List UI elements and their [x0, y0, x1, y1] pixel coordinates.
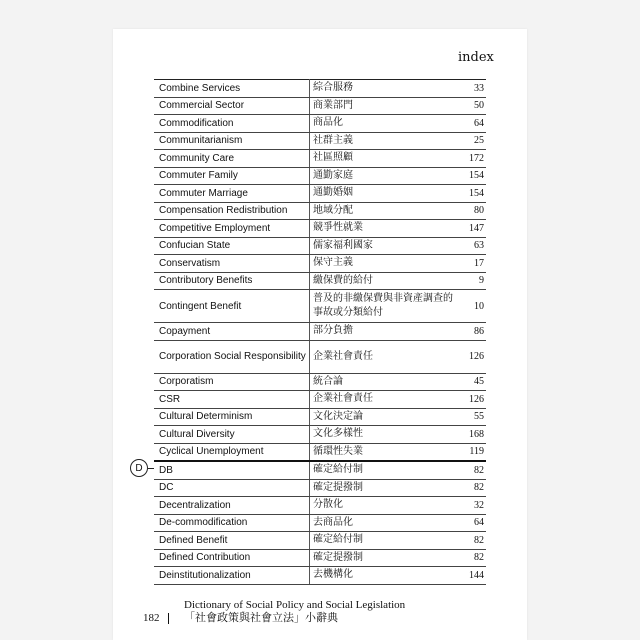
index-page-number: 144 [453, 567, 486, 585]
index-term-chinese: 社群主義 [310, 132, 454, 150]
index-term-chinese: 地域分配 [310, 202, 454, 220]
index-page-number: 45 [453, 373, 486, 391]
index-term-chinese: 統合論 [310, 373, 454, 391]
index-row [154, 290, 486, 323]
footer-book-title [184, 599, 405, 625]
index-page-number: 33 [453, 80, 486, 98]
index-term-english: Decentralization [154, 497, 310, 515]
index-term-english: Commuter Family [154, 167, 310, 185]
index-row [154, 237, 486, 255]
index-page-number: 168 [453, 426, 486, 444]
index-page-number: 10 [453, 290, 486, 323]
index-term-chinese: 去商品化 [310, 514, 454, 532]
index-term-chinese: 去機構化 [310, 567, 454, 585]
index-page-number: 17 [453, 255, 486, 273]
index-term-english: Cyclical Unemployment [154, 443, 310, 461]
index-term-chinese: 確定提撥制 [310, 479, 454, 497]
footer-page-number: 182 [143, 612, 160, 624]
index-term-english: Commuter Marriage [154, 185, 310, 203]
index-row [154, 272, 486, 290]
index-term-chinese: 商品化 [310, 115, 454, 133]
index-row [154, 97, 486, 115]
index-row [154, 567, 486, 585]
index-page-number: 25 [453, 132, 486, 150]
section-marker-connector [148, 468, 154, 469]
index-term-english: Cultural Diversity [154, 426, 310, 444]
section-letter-marker: D [130, 459, 148, 477]
index-term-chinese: 確定給付制 [310, 532, 454, 550]
index-term-chinese: 通勤家庭 [310, 167, 454, 185]
index-term-english: DB [154, 461, 310, 479]
index-row [154, 115, 486, 133]
index-row [154, 185, 486, 203]
index-row [154, 426, 486, 444]
index-term-english: Defined Benefit [154, 532, 310, 550]
index-term-english: Commercial Sector [154, 97, 310, 115]
index-page-number: 172 [453, 150, 486, 168]
index-term-chinese: 綜合服務 [310, 80, 454, 98]
index-term-chinese: 企業社會責任 [310, 391, 454, 409]
index-term-english: Deinstitutionalization [154, 567, 310, 585]
index-row [154, 443, 486, 461]
footer-title-chinese: 「社會政策與社會立法」小辭典 [184, 612, 338, 624]
index-term-english: Commodification [154, 115, 310, 133]
index-term-english: Combine Services [154, 80, 310, 98]
index-page-number: 82 [453, 549, 486, 567]
index-page-number: 82 [453, 479, 486, 497]
index-page-number: 9 [453, 272, 486, 290]
index-term-chinese: 保守主義 [310, 255, 454, 273]
index-term-english: De-commodification [154, 514, 310, 532]
index-row [154, 549, 486, 567]
index-term-chinese: 文化決定論 [310, 408, 454, 426]
index-page-number: 154 [453, 185, 486, 203]
index-page-number: 126 [453, 391, 486, 409]
index-page-number: 63 [453, 237, 486, 255]
index-page-number: 147 [453, 220, 486, 238]
index-page-number: 82 [453, 532, 486, 550]
index-row [154, 373, 486, 391]
footer-title-english: Dictionary of Social Policy and Social Legislation [184, 599, 406, 611]
index-term-chinese: 普及的非繳保費與非資產調查的事故或分類給付 [310, 290, 454, 323]
index-page-number: 86 [453, 323, 486, 341]
index-term-chinese: 社區照顧 [310, 150, 454, 168]
index-row [154, 391, 486, 409]
index-table [154, 79, 486, 585]
index-term-english: Contributory Benefits [154, 272, 310, 290]
index-term-chinese: 商業部門 [310, 97, 454, 115]
index-page-number: 82 [453, 461, 486, 479]
index-row [154, 497, 486, 515]
index-term-chinese: 繳保費的給付 [310, 272, 454, 290]
index-term-english: Corporation Social Responsibility [154, 340, 310, 373]
index-term-english: Defined Contribution [154, 549, 310, 567]
index-row [154, 167, 486, 185]
index-term-english: Copayment [154, 323, 310, 341]
index-term-chinese: 確定給付制 [310, 461, 454, 479]
section-heading: index [458, 50, 494, 65]
index-term-english: Compensation Redistribution [154, 202, 310, 220]
index-term-chinese: 通勤婚姻 [310, 185, 454, 203]
footer-separator [168, 613, 169, 624]
index-row [154, 323, 486, 341]
index-page-number: 64 [453, 115, 486, 133]
index-row [154, 408, 486, 426]
index-term-english: Cultural Determinism [154, 408, 310, 426]
index-term-english: Competitive Employment [154, 220, 310, 238]
index-row [154, 340, 486, 373]
index-page-number: 55 [453, 408, 486, 426]
index-page-number: 154 [453, 167, 486, 185]
index-page-number: 50 [453, 97, 486, 115]
index-term-english: Conservatism [154, 255, 310, 273]
index-row [154, 461, 486, 479]
index-row [154, 532, 486, 550]
index-term-chinese: 競爭性就業 [310, 220, 454, 238]
index-term-english: Communitarianism [154, 132, 310, 150]
index-row [154, 479, 486, 497]
index-row [154, 150, 486, 168]
index-row [154, 514, 486, 532]
index-page-number: 32 [453, 497, 486, 515]
index-term-chinese: 循環性失業 [310, 443, 454, 461]
index-page-number: 119 [453, 443, 486, 461]
index-term-english: Contingent Benefit [154, 290, 310, 323]
index-row [154, 132, 486, 150]
index-term-english: Community Care [154, 150, 310, 168]
index-term-english: CSR [154, 391, 310, 409]
index-term-english: Corporatism [154, 373, 310, 391]
index-row [154, 220, 486, 238]
index-term-chinese: 企業社會責任 [310, 340, 454, 373]
index-page-number: 80 [453, 202, 486, 220]
index-row [154, 202, 486, 220]
index-page-number: 64 [453, 514, 486, 532]
index-term-english: DC [154, 479, 310, 497]
index-term-english: Confucian State [154, 237, 310, 255]
index-term-chinese: 部分負擔 [310, 323, 454, 341]
index-term-chinese: 文化多樣性 [310, 426, 454, 444]
index-term-chinese: 儒家福利國家 [310, 237, 454, 255]
index-term-chinese: 確定提撥制 [310, 549, 454, 567]
index-row [154, 255, 486, 273]
index-row [154, 80, 486, 98]
index-page-number: 126 [453, 340, 486, 373]
index-term-chinese: 分散化 [310, 497, 454, 515]
